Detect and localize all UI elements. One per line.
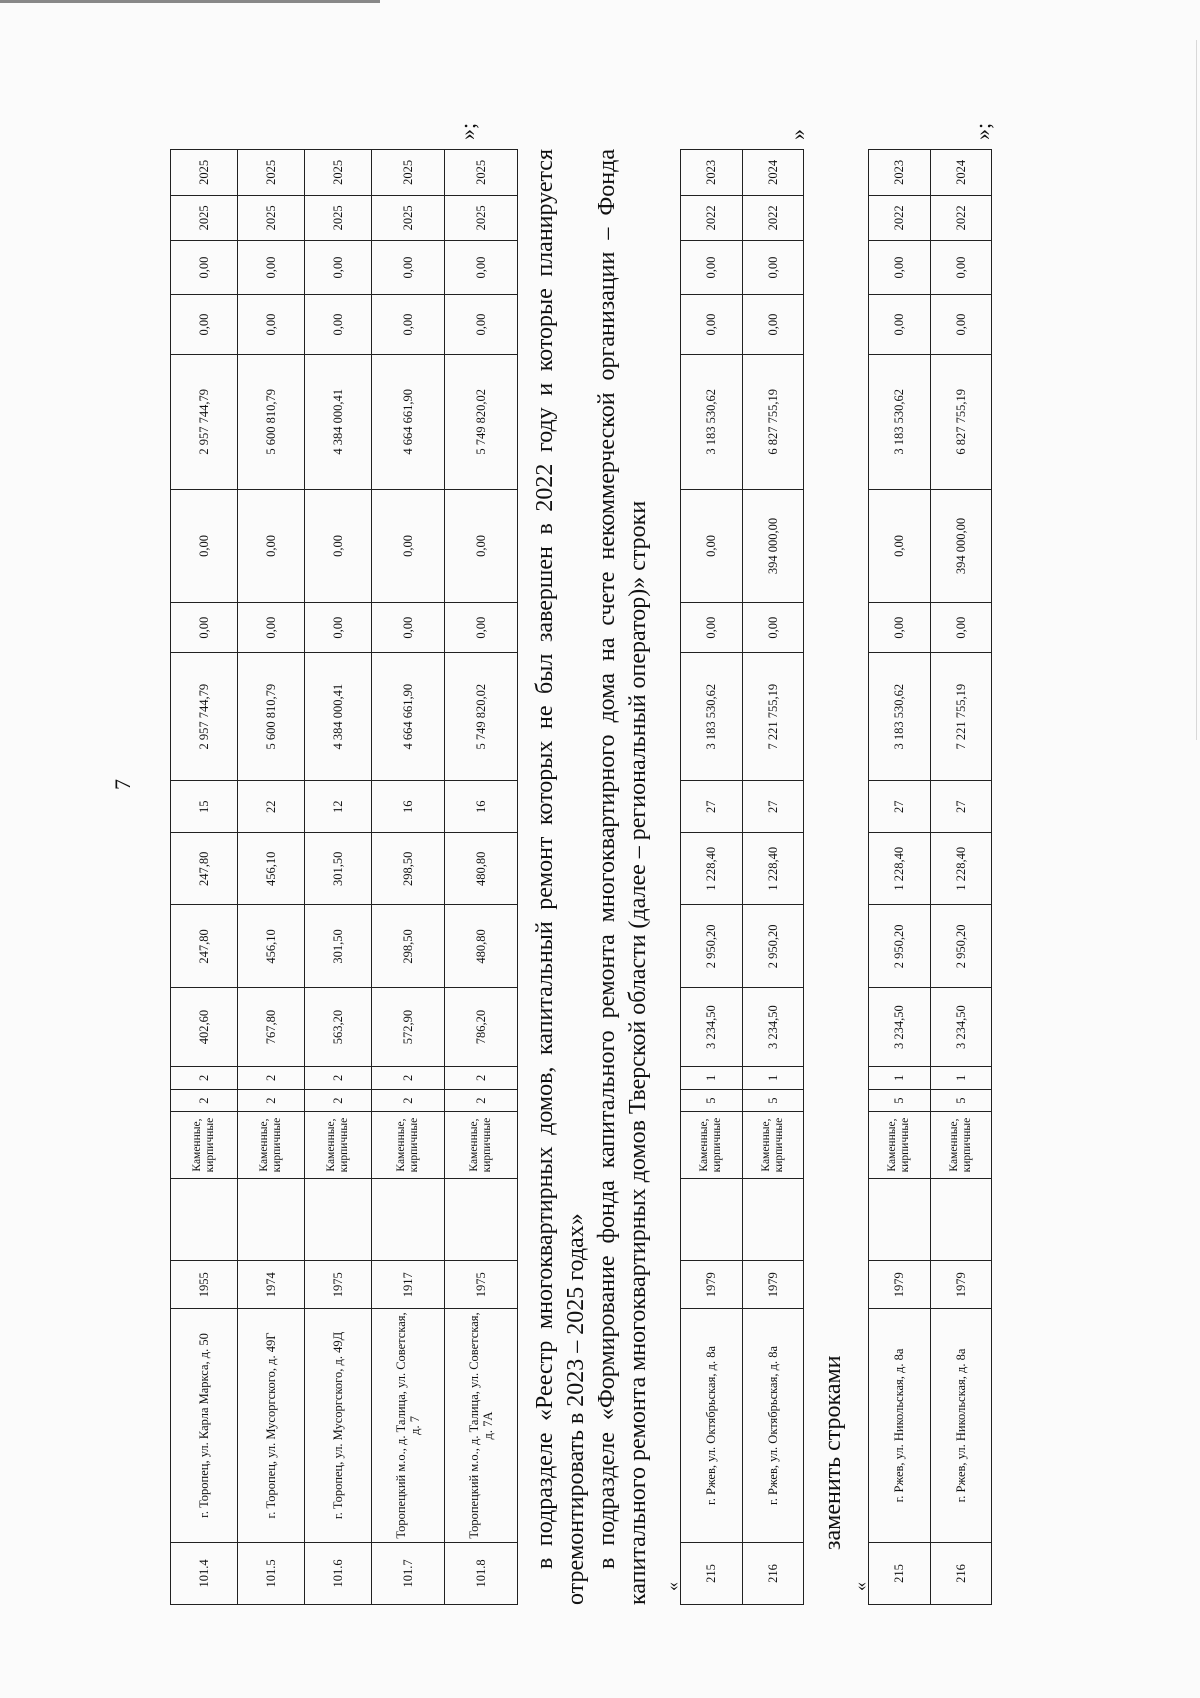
cell-year-built: 1979 <box>930 1261 992 1309</box>
cell-cost-local-budget: 0,00 <box>445 294 518 354</box>
cell-address: Торопецкий м.о., д. Талица, ул. Советская, д. 7А <box>445 1309 518 1543</box>
cell-row-number: 101.7 <box>372 1542 445 1604</box>
cell-cost-other: 0,00 <box>171 241 238 295</box>
cell-total-area: 767,80 <box>238 988 305 1067</box>
cell-year-commission <box>742 1178 804 1261</box>
replace-with-rows-text: заменить строками <box>820 1355 846 1550</box>
cell-cost-fund-reform: 0,00 <box>445 603 518 653</box>
cell-entrances: 2 <box>305 1066 372 1089</box>
cell-row-number: 216 <box>930 1542 992 1604</box>
cell-total-area: 3 234,50 <box>681 988 743 1067</box>
cell-plan-start: 2025 <box>238 195 305 241</box>
cell-floors: 2 <box>171 1089 238 1112</box>
cell-residential-area: 1 228,40 <box>930 833 992 905</box>
cell-total-cost: 4 384 000,41 <box>305 653 372 781</box>
cell-living-area: 2 950,20 <box>742 905 804 988</box>
cell-cost-local-budget: 0,00 <box>869 294 931 354</box>
cell-entrances: 2 <box>238 1066 305 1089</box>
cell-cost-local-budget: 0,00 <box>681 294 743 354</box>
cell-cost-regional-budget: 0,00 <box>305 489 372 603</box>
cell-entrances: 1 <box>869 1066 931 1089</box>
cell-cost-owners: 5 600 810,79 <box>238 355 305 490</box>
cell-cost-other: 0,00 <box>445 241 518 295</box>
cell-total-area: 402,60 <box>171 988 238 1067</box>
cell-entrances: 2 <box>171 1066 238 1089</box>
cell-cost-owners: 6 827 755,19 <box>742 355 804 490</box>
cell-floors: 5 <box>930 1089 992 1112</box>
cell-plan-end: 2025 <box>445 150 518 196</box>
cell-address: г. Ржев, ул. Никольская, д. 8а <box>869 1309 931 1543</box>
cell-cost-regional-budget: 394 000,00 <box>930 489 992 603</box>
cell-cost-regional-budget: 0,00 <box>681 489 743 603</box>
cell-cost-owners: 4 384 000,41 <box>305 355 372 490</box>
cell-residential-area: 480,80 <box>445 833 518 905</box>
cell-floors: 2 <box>445 1089 518 1112</box>
table-row <box>681 150 743 1605</box>
cell-residential-area: 1 228,40 <box>681 833 743 905</box>
cell-row-number: 101.5 <box>238 1542 305 1604</box>
cell-residential-area: 298,50 <box>372 833 445 905</box>
cell-floors: 5 <box>869 1089 931 1112</box>
cell-cost-other: 0,00 <box>742 241 804 295</box>
cell-plan-start: 2025 <box>305 195 372 241</box>
paragraph-register-section: в подразделе «Реестр многоквартирных домов, капитальный ремонт которых не был завершен в 2022 году и которые планируется отремонтировать в 2023 – 2025 годах» <box>532 149 589 1605</box>
cell-wall-material: Каменные, кирпичные <box>372 1112 445 1178</box>
cell-living-area: 2 950,20 <box>681 905 743 988</box>
cell-cost-other: 0,00 <box>869 241 931 295</box>
cell-cost-owners: 3 183 530,62 <box>681 355 743 490</box>
cell-cost-regional-budget: 394 000,00 <box>742 489 804 603</box>
cell-registered-residents: 27 <box>681 781 743 833</box>
cell-living-area: 301,50 <box>305 905 372 988</box>
cell-living-area: 2 950,20 <box>930 905 992 988</box>
cell-cost-other: 0,00 <box>930 241 992 295</box>
cell-plan-end: 2025 <box>372 150 445 196</box>
table-row <box>445 150 518 1605</box>
cell-row-number: 215 <box>869 1542 931 1604</box>
cell-year-built: 1979 <box>869 1261 931 1309</box>
cell-year-built: 1975 <box>445 1261 518 1309</box>
cell-plan-end: 2024 <box>742 150 804 196</box>
cell-plan-start: 2022 <box>742 195 804 241</box>
cell-cost-regional-budget: 0,00 <box>238 489 305 603</box>
cell-year-built: 1917 <box>372 1261 445 1309</box>
cell-wall-material: Каменные, кирпичные <box>930 1112 992 1178</box>
cell-year-commission <box>681 1178 743 1261</box>
cell-plan-end: 2025 <box>238 150 305 196</box>
cell-row-number: 101.8 <box>445 1542 518 1604</box>
cell-entrances: 2 <box>372 1066 445 1089</box>
scan-edge-line <box>0 0 380 3</box>
cell-address: г. Торопец, ул. Мусоргского, д. 49Г <box>238 1309 305 1543</box>
cell-entrances: 1 <box>681 1066 743 1089</box>
cell-cost-fund-reform: 0,00 <box>305 603 372 653</box>
cell-cost-fund-reform: 0,00 <box>681 603 743 653</box>
cell-floors: 5 <box>742 1089 804 1112</box>
cell-wall-material: Каменные, кирпичные <box>681 1112 743 1178</box>
cell-year-built: 1974 <box>238 1261 305 1309</box>
cell-year-commission <box>930 1178 992 1261</box>
table-rows-to-replace <box>680 149 804 1605</box>
cell-total-area: 3 234,50 <box>742 988 804 1067</box>
table-row <box>930 150 992 1605</box>
cell-residential-area: 1 228,40 <box>869 833 931 905</box>
cell-cost-fund-reform: 0,00 <box>372 603 445 653</box>
cell-residential-area: 1 228,40 <box>742 833 804 905</box>
cell-cost-owners: 4 664 661,90 <box>372 355 445 490</box>
table-row <box>238 150 305 1605</box>
cell-total-area: 3 234,50 <box>869 988 931 1067</box>
cell-cost-regional-budget: 0,00 <box>445 489 518 603</box>
cell-registered-residents: 16 <box>445 781 518 833</box>
cell-living-area: 247,80 <box>171 905 238 988</box>
cell-residential-area: 301,50 <box>305 833 372 905</box>
cell-address: г. Ржев, ул. Никольская, д. 8а <box>930 1309 992 1543</box>
cell-total-cost: 4 664 661,90 <box>372 653 445 781</box>
cell-wall-material: Каменные, кирпичные <box>171 1112 238 1178</box>
cell-cost-local-budget: 0,00 <box>372 294 445 354</box>
cell-living-area: 456,10 <box>238 905 305 988</box>
opening-quote-1: « <box>662 1582 682 1591</box>
cell-wall-material: Каменные, кирпичные <box>445 1112 518 1178</box>
cell-cost-other: 0,00 <box>305 241 372 295</box>
opening-quote-2: « <box>850 1582 870 1591</box>
cell-plan-start: 2025 <box>445 195 518 241</box>
cell-year-commission <box>869 1178 931 1261</box>
cell-cost-local-budget: 0,00 <box>930 294 992 354</box>
cell-total-area: 3 234,50 <box>930 988 992 1067</box>
cell-cost-owners: 3 183 530,62 <box>869 355 931 490</box>
cell-registered-residents: 27 <box>869 781 931 833</box>
cell-plan-start: 2025 <box>372 195 445 241</box>
table-housing-register-1 <box>170 149 518 1605</box>
cell-residential-area: 456,10 <box>238 833 305 905</box>
cell-total-cost: 3 183 530,62 <box>681 653 743 781</box>
cell-row-number: 216 <box>742 1542 804 1604</box>
cell-address: г. Ржев, ул. Октябрьская, д. 8а <box>742 1309 804 1543</box>
cell-plan-end: 2024 <box>930 150 992 196</box>
cell-total-area: 572,90 <box>372 988 445 1067</box>
cell-total-cost: 7 221 755,19 <box>930 653 992 781</box>
cell-plan-end: 2025 <box>305 150 372 196</box>
cell-floors: 5 <box>681 1089 743 1112</box>
table-row <box>869 150 931 1605</box>
cell-entrances: 2 <box>445 1066 518 1089</box>
cell-cost-local-budget: 0,00 <box>305 294 372 354</box>
cell-cost-fund-reform: 0,00 <box>930 603 992 653</box>
cell-cost-fund-reform: 0,00 <box>171 603 238 653</box>
cell-year-commission <box>372 1178 445 1261</box>
cell-total-cost: 5 600 810,79 <box>238 653 305 781</box>
cell-year-commission <box>305 1178 372 1261</box>
scan-edge-line-right <box>1196 40 1197 740</box>
cell-cost-owners: 2 957 744,79 <box>171 355 238 490</box>
cell-registered-residents: 27 <box>930 781 992 833</box>
cell-plan-end: 2025 <box>171 150 238 196</box>
cell-address: г. Торопец, ул. Мусоргского, д. 49Д <box>305 1309 372 1543</box>
cell-cost-fund-reform: 0,00 <box>869 603 931 653</box>
cell-total-cost: 7 221 755,19 <box>742 653 804 781</box>
cell-cost-regional-budget: 0,00 <box>171 489 238 603</box>
cell-row-number: 215 <box>681 1542 743 1604</box>
closing-quote-3: »; <box>970 122 995 140</box>
cell-entrances: 1 <box>930 1066 992 1089</box>
cell-cost-owners: 5 749 820,02 <box>445 355 518 490</box>
cell-year-built: 1979 <box>742 1261 804 1309</box>
cell-year-commission <box>238 1178 305 1261</box>
cell-plan-start: 2022 <box>930 195 992 241</box>
cell-total-area: 786,20 <box>445 988 518 1067</box>
cell-floors: 2 <box>305 1089 372 1112</box>
cell-floors: 2 <box>372 1089 445 1112</box>
cell-year-built: 1975 <box>305 1261 372 1309</box>
cell-address: г. Ржев, ул. Октябрьская, д. 8а <box>681 1309 743 1543</box>
cell-cost-local-budget: 0,00 <box>742 294 804 354</box>
table-row <box>372 150 445 1605</box>
cell-cost-regional-budget: 0,00 <box>372 489 445 603</box>
cell-cost-owners: 6 827 755,19 <box>930 355 992 490</box>
cell-row-number: 101.4 <box>171 1542 238 1604</box>
cell-cost-other: 0,00 <box>238 241 305 295</box>
table-replacement-rows <box>868 149 992 1605</box>
cell-year-built: 1979 <box>681 1261 743 1309</box>
cell-cost-fund-reform: 0,00 <box>238 603 305 653</box>
cell-cost-other: 0,00 <box>681 241 743 295</box>
cell-row-number: 101.6 <box>305 1542 372 1604</box>
rotated-content <box>110 85 1090 1605</box>
cell-entrances: 1 <box>742 1066 804 1089</box>
cell-plan-start: 2022 <box>681 195 743 241</box>
cell-registered-residents: 16 <box>372 781 445 833</box>
cell-cost-local-budget: 0,00 <box>171 294 238 354</box>
closing-quote-2: » <box>785 129 810 140</box>
cell-registered-residents: 27 <box>742 781 804 833</box>
cell-plan-start: 2025 <box>171 195 238 241</box>
table-row <box>742 150 804 1605</box>
cell-registered-residents: 22 <box>238 781 305 833</box>
cell-plan-end: 2023 <box>869 150 931 196</box>
cell-wall-material: Каменные, кирпичные <box>238 1112 305 1178</box>
cell-registered-residents: 12 <box>305 781 372 833</box>
page-number: 7 <box>110 779 135 790</box>
cell-cost-regional-budget: 0,00 <box>869 489 931 603</box>
closing-quote-1: »; <box>455 122 480 140</box>
cell-living-area: 480,80 <box>445 905 518 988</box>
cell-wall-material: Каменные, кирпичные <box>305 1112 372 1178</box>
cell-total-area: 563,20 <box>305 988 372 1067</box>
paragraph-fund-section: в подразделе «Формирование фонда капитального ремонта многоквартирного дома на счете некоммерческой организации – Фонда капитального ремонта многоквартирных домов Тверской области (далее – региональный оператор)» строки <box>594 149 651 1605</box>
cell-floors: 2 <box>238 1089 305 1112</box>
cell-residential-area: 247,80 <box>171 833 238 905</box>
cell-living-area: 298,50 <box>372 905 445 988</box>
cell-living-area: 2 950,20 <box>869 905 931 988</box>
cell-plan-end: 2023 <box>681 150 743 196</box>
cell-address: Торопецкий м.о., д. Талица, ул. Советская, д. 7 <box>372 1309 445 1543</box>
cell-year-built: 1955 <box>171 1261 238 1309</box>
cell-wall-material: Каменные, кирпичные <box>742 1112 804 1178</box>
cell-year-commission <box>171 1178 238 1261</box>
cell-cost-local-budget: 0,00 <box>238 294 305 354</box>
cell-wall-material: Каменные, кирпичные <box>869 1112 931 1178</box>
table-row <box>305 150 372 1605</box>
cell-registered-residents: 15 <box>171 781 238 833</box>
cell-plan-start: 2022 <box>869 195 931 241</box>
cell-year-commission <box>445 1178 518 1261</box>
cell-total-cost: 2 957 744,79 <box>171 653 238 781</box>
cell-total-cost: 5 749 820,02 <box>445 653 518 781</box>
cell-cost-fund-reform: 0,00 <box>742 603 804 653</box>
cell-cost-other: 0,00 <box>372 241 445 295</box>
table-row <box>171 150 238 1605</box>
cell-total-cost: 3 183 530,62 <box>869 653 931 781</box>
cell-address: г. Торопец, ул. Карла Маркса, д. 50 <box>171 1309 238 1543</box>
